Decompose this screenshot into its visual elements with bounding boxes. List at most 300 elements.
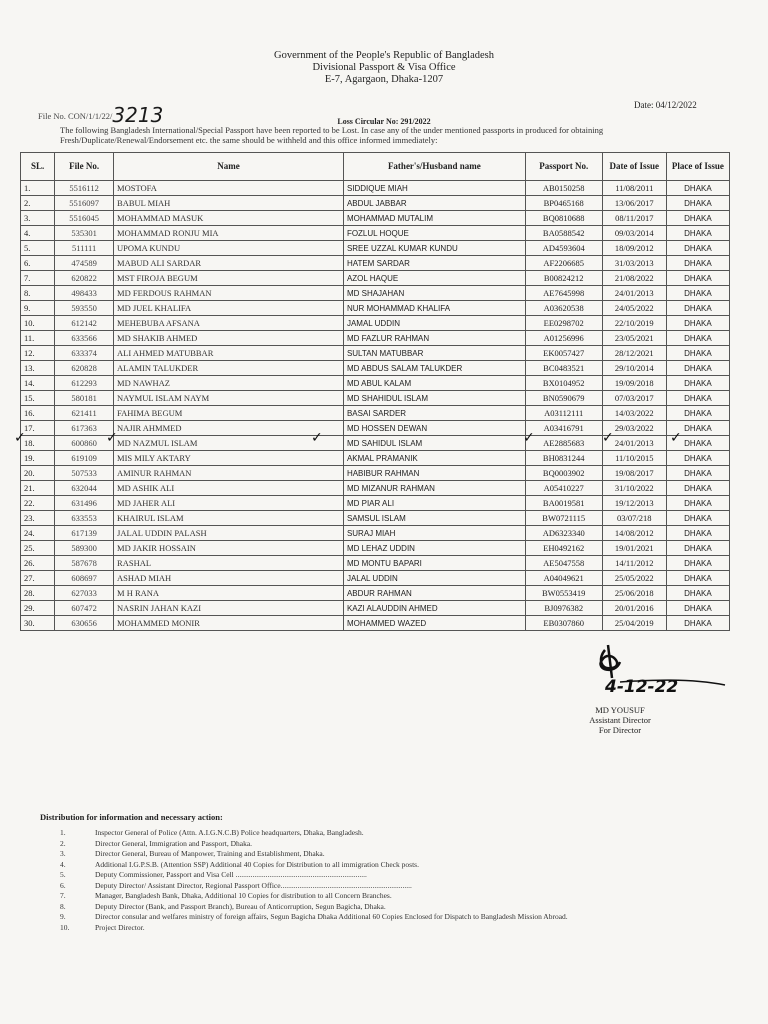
cell-name: MD JUEL KHALIFA <box>114 301 344 316</box>
table-row <box>21 481 730 496</box>
cell-passport: BQ0003902 <box>525 466 602 481</box>
cell-passport: A03416791 <box>525 421 602 436</box>
distribution-item-text: Additional I.G.P.S.B. (Attention SSP) Additional 40 Copies for Distribution to all immigration Check posts. <box>95 859 419 869</box>
cell-place: DHAKA <box>666 226 729 241</box>
cell-sl: 26. <box>21 556 55 571</box>
cell-sl: 10. <box>21 316 55 331</box>
cell-place: DHAKA <box>666 586 729 601</box>
cell-sl: 3. <box>21 211 55 226</box>
cell-place: DHAKA <box>666 331 729 346</box>
cell-passport: A05410227 <box>525 481 602 496</box>
cell-father: ABDUR RAHMAN <box>343 586 525 601</box>
distribution-item-text: Manager, Bangladesh Bank, Dhaka, Additional 10 Copies for distribution to all Concern Branches. <box>95 891 392 900</box>
cell-passport: A01256996 <box>525 331 602 346</box>
cell-father: AKMAL PRAMANIK <box>343 451 525 466</box>
lost-passport-table <box>20 152 730 631</box>
cell-passport: BW0553419 <box>525 586 602 601</box>
cell-file-no: 5516112 <box>55 181 114 196</box>
cell-file-no: 5516045 <box>55 211 114 226</box>
distribution-item <box>60 902 740 913</box>
cell-file-no: 474589 <box>55 256 114 271</box>
cell-name: MOHAMMED MONIR <box>114 616 344 631</box>
cell-file-no: 632044 <box>55 481 114 496</box>
cell-file-no: 633374 <box>55 346 114 361</box>
cell-sl: 19. <box>21 451 55 466</box>
distribution-item <box>60 849 740 860</box>
header-file-no: File No. <box>55 153 114 181</box>
cell-passport: BC0483521 <box>525 361 602 376</box>
cell-father: MD SHAHIDUL ISLAM <box>343 391 525 406</box>
cell-sl: 4. <box>21 226 55 241</box>
cell-file-no: 633566 <box>55 331 114 346</box>
table-row <box>21 241 730 256</box>
cell-sl: 28. <box>21 586 55 601</box>
cell-passport: A03112111 <box>525 406 602 421</box>
cell-name: RASHAL <box>114 556 344 571</box>
cell-name: MABUD ALI SARDAR <box>114 256 344 271</box>
cell-date: 08/11/2017 <box>602 211 666 226</box>
cell-passport: EE0298702 <box>525 316 602 331</box>
table-row <box>21 376 730 391</box>
header-father: Father's/Husband name <box>343 153 525 181</box>
cell-sl: 9. <box>21 301 55 316</box>
cell-name: ASHAD MIAH <box>114 571 344 586</box>
cell-date: 11/10/2015 <box>602 451 666 466</box>
document-date: Date: 04/12/2022 <box>634 100 697 110</box>
cell-name: MOHAMMAD RONJU MIA <box>114 226 344 241</box>
cell-father: HATEM SARDAR <box>343 256 525 271</box>
cell-father: MD ABUL KALAM <box>343 376 525 391</box>
cell-name: MOHAMMAD MASUK <box>114 211 344 226</box>
cell-name: NAYMUL ISLAM NAYM <box>114 391 344 406</box>
cell-passport: A03620538 <box>525 301 602 316</box>
table-row <box>21 286 730 301</box>
cell-date: 03/07/218 <box>602 511 666 526</box>
cell-sl: 2. <box>21 196 55 211</box>
cell-place: DHAKA <box>666 211 729 226</box>
cell-file-no: 621411 <box>55 406 114 421</box>
cell-date: 25/04/2019 <box>602 616 666 631</box>
header-name: Name <box>114 153 344 181</box>
cell-sl: 24. <box>21 526 55 541</box>
cell-place: DHAKA <box>666 241 729 256</box>
cell-father: HABIBUR RAHMAN <box>343 466 525 481</box>
cell-file-no: 627033 <box>55 586 114 601</box>
cell-passport: BW0721115 <box>525 511 602 526</box>
cell-file-no: 608697 <box>55 571 114 586</box>
signatory-subtitle: For Director <box>598 725 642 735</box>
cell-date: 14/11/2012 <box>602 556 666 571</box>
cell-date: 25/05/2022 <box>602 571 666 586</box>
signature-block <box>560 705 680 735</box>
distribution-item-number: 9. <box>60 912 66 921</box>
cell-file-no: 631496 <box>55 496 114 511</box>
table-row <box>21 616 730 631</box>
cell-date: 21/08/2022 <box>602 271 666 286</box>
cell-father: SIDDIQUE MIAH <box>343 181 525 196</box>
cell-father: SURAJ MIAH <box>343 526 525 541</box>
distribution-item <box>60 923 740 934</box>
cell-place: DHAKA <box>666 526 729 541</box>
cell-file-no: 607472 <box>55 601 114 616</box>
cell-date: 19/12/2013 <box>602 496 666 511</box>
cell-file-no: 620822 <box>55 271 114 286</box>
cell-place: DHAKA <box>666 511 729 526</box>
cell-father: MD HOSSEN DEWAN <box>343 421 525 436</box>
cell-sl: 14. <box>21 376 55 391</box>
distribution-list <box>60 828 740 933</box>
cell-file-no: 600860 <box>55 436 114 451</box>
cell-date: 22/10/2019 <box>602 316 666 331</box>
cell-passport: A04049621 <box>525 571 602 586</box>
cell-date: 11/08/2011 <box>602 181 666 196</box>
cell-place: DHAKA <box>666 376 729 391</box>
cell-name: MD FERDOUS RAHMAN <box>114 286 344 301</box>
cell-passport: AD6323340 <box>525 526 602 541</box>
cell-passport: BP0465168 <box>525 196 602 211</box>
cell-name: ALAMIN TALUKDER <box>114 361 344 376</box>
cell-name: MEHEBUBA AFSANA <box>114 316 344 331</box>
distribution-item <box>60 912 740 923</box>
cell-date: 18/09/2012 <box>602 241 666 256</box>
cell-date: 28/12/2021 <box>602 346 666 361</box>
cell-name: NAJIR AHMMED <box>114 421 344 436</box>
cell-name: MD NAZMUL ISLAM <box>114 436 344 451</box>
cell-passport: EB0307860 <box>525 616 602 631</box>
cell-passport: BJ0976382 <box>525 601 602 616</box>
cell-name: MD ASHIK ALI <box>114 481 344 496</box>
check-mark-icon: ✓ <box>602 430 614 446</box>
cell-name: BABUL MIAH <box>114 196 344 211</box>
cell-father: MD MONTU BAPARI <box>343 556 525 571</box>
distribution-item <box>60 891 740 902</box>
letterhead <box>0 50 768 86</box>
cell-name: MOSTOFA <box>114 181 344 196</box>
cell-passport: BX0104952 <box>525 376 602 391</box>
header-line-1: Government of the People's Republic of Bangladesh <box>273 50 494 61</box>
cell-passport: AE5047558 <box>525 556 602 571</box>
table-row <box>21 211 730 226</box>
cell-place: DHAKA <box>666 451 729 466</box>
check-mark-icon: ✓ <box>14 430 26 446</box>
cell-name: MD SHAKIB AHMED <box>114 331 344 346</box>
check-mark-icon: ✓ <box>106 430 118 446</box>
file-number-handwritten: 3213 <box>112 103 164 127</box>
cell-name: MD JAKIR HOSSAIN <box>114 541 344 556</box>
cell-sl: 21. <box>21 481 55 496</box>
header-place: Place of Issue <box>666 153 729 181</box>
cell-name: AMINUR RAHMAN <box>114 466 344 481</box>
signatory-name: MD YOUSUF <box>595 705 645 715</box>
cell-father: MD SHAJAHAN <box>343 286 525 301</box>
table-row <box>21 196 730 211</box>
table-row <box>21 436 730 451</box>
distribution-item-number: 2. <box>60 838 66 848</box>
cell-place: DHAKA <box>666 361 729 376</box>
cell-father: MD LEHAZ UDDIN <box>343 541 525 556</box>
cell-name: UPOMA KUNDU <box>114 241 344 256</box>
cell-passport: B00824212 <box>525 271 602 286</box>
cell-date: 19/08/2017 <box>602 466 666 481</box>
cell-file-no: 630656 <box>55 616 114 631</box>
cell-passport: AB0150258 <box>525 181 602 196</box>
check-mark-icon: ✓ <box>670 430 682 446</box>
cell-file-no: 580181 <box>55 391 114 406</box>
cell-place: DHAKA <box>666 271 729 286</box>
cell-date: 23/05/2021 <box>602 331 666 346</box>
cell-name: ALI AHMED MATUBBAR <box>114 346 344 361</box>
cell-file-no: 511111 <box>55 241 114 256</box>
cell-passport: EK0057427 <box>525 346 602 361</box>
cell-file-no: 619109 <box>55 451 114 466</box>
cell-date: 24/01/2013 <box>602 436 666 451</box>
table-row <box>21 346 730 361</box>
cell-sl: 1. <box>21 181 55 196</box>
cell-father: JALAL UDDIN <box>343 571 525 586</box>
cell-name: MD JAHER ALI <box>114 496 344 511</box>
cell-place: DHAKA <box>666 346 729 361</box>
cell-place: DHAKA <box>666 256 729 271</box>
circular-number: Loss Circular No: 291/2022 <box>337 117 431 126</box>
cell-sl: 13. <box>21 361 55 376</box>
cell-father: KAZI ALAUDDIN AHMED <box>343 601 525 616</box>
cell-file-no: 498433 <box>55 286 114 301</box>
table-row <box>21 586 730 601</box>
signature-date: 4-12-22 <box>605 677 679 697</box>
cell-place: DHAKA <box>666 556 729 571</box>
cell-file-no: 5516097 <box>55 196 114 211</box>
cell-passport: BA0019581 <box>525 496 602 511</box>
table-row <box>21 331 730 346</box>
check-mark-icon: ✓ <box>523 430 535 446</box>
cell-file-no: 633553 <box>55 511 114 526</box>
cell-date: 29/10/2014 <box>602 361 666 376</box>
cell-name: MD NAWHAZ <box>114 376 344 391</box>
table-row <box>21 316 730 331</box>
cell-file-no: 507533 <box>55 466 114 481</box>
cell-sl: 5. <box>21 241 55 256</box>
cell-passport: BH0831244 <box>525 451 602 466</box>
signatory-title: Assistant Director <box>589 715 651 725</box>
distribution-item-number: 4. <box>60 859 66 869</box>
cell-name: FAHIMA BEGUM <box>114 406 344 421</box>
cell-place: DHAKA <box>666 436 729 451</box>
cell-place: DHAKA <box>666 481 729 496</box>
cell-sl: 11. <box>21 331 55 346</box>
table-row <box>21 181 730 196</box>
cell-name: MST FIROJA BEGUM <box>114 271 344 286</box>
distribution-item-text: Director consular and welfares ministry of foreign affairs, Segun Bagicha Dhaka Additional 60 Copies Enclosed for Dispatch to Bangladesh Mission Abroad. <box>95 912 568 921</box>
distribution-item-number: 5. <box>60 870 66 879</box>
table-row <box>21 226 730 241</box>
cell-place: DHAKA <box>666 406 729 421</box>
distribution-title: Distribution for information and necessary action: <box>40 812 223 822</box>
cell-father: MOHAMMAD MUTALIM <box>343 211 525 226</box>
cell-father: FOZLUL HOQUE <box>343 226 525 241</box>
cell-date: 29/03/2022 <box>602 421 666 436</box>
cell-place: DHAKA <box>666 466 729 481</box>
cell-name: MIS MILY AKTARY <box>114 451 344 466</box>
distribution-item <box>60 860 740 871</box>
cell-sl: 20. <box>21 466 55 481</box>
cell-date: 24/01/2013 <box>602 286 666 301</box>
cell-date: 07/03/2017 <box>602 391 666 406</box>
cell-sl: 6. <box>21 256 55 271</box>
table-row <box>21 256 730 271</box>
table-row <box>21 601 730 616</box>
cell-father: MD ABDUS SALAM TALUKDER <box>343 361 525 376</box>
intro-paragraph: The following Bangladesh International/Special Passport have been reported to be Lost. In case any of the under mentioned passports in produced for obtaining Fresh/Duplicate/Renewal/Endorsement etc. the same should be withheld and this office informed immediately: <box>60 125 604 145</box>
table-row <box>21 571 730 586</box>
distribution-item <box>60 881 740 892</box>
cell-date: 14/08/2012 <box>602 526 666 541</box>
cell-sl: 8. <box>21 286 55 301</box>
cell-father: AZOL HAQUE <box>343 271 525 286</box>
table-row <box>21 361 730 376</box>
table-row <box>21 556 730 571</box>
cell-sl: 17. <box>21 421 55 436</box>
file-number-label: File No. CON/1/1/22/ <box>38 111 113 121</box>
check-mark-icon: ✓ <box>311 430 323 446</box>
cell-father: SULTAN MATUBBAR <box>343 346 525 361</box>
cell-father: SREE UZZAL KUMAR KUNDU <box>343 241 525 256</box>
table-row <box>21 421 730 436</box>
distribution-item-number: 8. <box>60 901 66 911</box>
cell-sl: 23. <box>21 511 55 526</box>
cell-father: NUR MOHAMMAD KHALIFA <box>343 301 525 316</box>
header-sl: SL. <box>21 153 55 181</box>
cell-name: JALAL UDDIN PALASH <box>114 526 344 541</box>
table-row <box>21 511 730 526</box>
cell-file-no: 593550 <box>55 301 114 316</box>
cell-sl: 29. <box>21 601 55 616</box>
distribution-item <box>60 828 740 839</box>
cell-father: MD PIAR ALI <box>343 496 525 511</box>
cell-date: 19/09/2018 <box>602 376 666 391</box>
cell-file-no: 587678 <box>55 556 114 571</box>
table-row <box>21 391 730 406</box>
table-row <box>21 496 730 511</box>
cell-file-no: 589300 <box>55 541 114 556</box>
distribution-item-text: Director General, Immigration and Passport, Dhaka. <box>95 838 253 848</box>
cell-passport: AF2206685 <box>525 256 602 271</box>
cell-passport: BQ0810688 <box>525 211 602 226</box>
distribution-item-text: Deputy Commissioner, Passport and Visa Cell ...................................................................... <box>95 870 367 879</box>
distribution-item <box>60 870 740 881</box>
distribution-item-text: Deputy Director/ Assistant Director, Regional Passport Office...................................................................... <box>95 880 412 890</box>
cell-sl: 12. <box>21 346 55 361</box>
cell-date: 14/03/2022 <box>602 406 666 421</box>
cell-sl: 25. <box>21 541 55 556</box>
cell-place: DHAKA <box>666 196 729 211</box>
cell-file-no: 612293 <box>55 376 114 391</box>
table-row <box>21 451 730 466</box>
cell-sl: 22. <box>21 496 55 511</box>
cell-father: MD SAHIDUL ISLAM <box>343 436 525 451</box>
cell-passport: BN0590679 <box>525 391 602 406</box>
cell-place: DHAKA <box>666 571 729 586</box>
distribution-item <box>60 839 740 850</box>
distribution-item-text: Project Director. <box>95 922 145 932</box>
cell-father: MD FAZLUR RAHMAN <box>343 331 525 346</box>
cell-passport: AD4593604 <box>525 241 602 256</box>
distribution-item-number: 7. <box>60 891 66 900</box>
signature-icon <box>590 640 730 700</box>
distribution-item-number: 3. <box>60 849 66 858</box>
cell-place: DHAKA <box>666 496 729 511</box>
header-passport: Passport No. <box>525 153 602 181</box>
cell-date: 09/03/2014 <box>602 226 666 241</box>
distribution-item-number: 10. <box>60 922 70 932</box>
cell-file-no: 617363 <box>55 421 114 436</box>
cell-passport: EH0492162 <box>525 541 602 556</box>
cell-place: DHAKA <box>666 181 729 196</box>
cell-name: KHAIRUL ISLAM <box>114 511 344 526</box>
distribution-item-number: 6. <box>60 880 66 890</box>
cell-file-no: 617139 <box>55 526 114 541</box>
cell-father: BASAI SARDER <box>343 406 525 421</box>
cell-date: 20/01/2016 <box>602 601 666 616</box>
cell-sl: 16. <box>21 406 55 421</box>
cell-sl: 30. <box>21 616 55 631</box>
cell-sl: 18. <box>21 436 55 451</box>
cell-father: JAMAL UDDIN <box>343 316 525 331</box>
cell-date: 25/06/2018 <box>602 586 666 601</box>
cell-father: MOHAMMED WAZED <box>343 616 525 631</box>
cell-place: DHAKA <box>666 616 729 631</box>
cell-father: ABDUL JABBAR <box>343 196 525 211</box>
cell-sl: 27. <box>21 571 55 586</box>
table-row <box>21 526 730 541</box>
header-line-3: E-7, Agargaon, Dhaka-1207 <box>324 74 444 85</box>
cell-file-no: 612142 <box>55 316 114 331</box>
distribution-item-text: Inspector General of Police (Attn. A.I.G.N.C.B) Police headquarters, Dhaka, Bangladesh. <box>95 828 364 837</box>
cell-date: 13/06/2017 <box>602 196 666 211</box>
cell-place: DHAKA <box>666 421 729 436</box>
cell-place: DHAKA <box>666 316 729 331</box>
cell-father: MD MIZANUR RAHMAN <box>343 481 525 496</box>
cell-place: DHAKA <box>666 391 729 406</box>
cell-place: DHAKA <box>666 541 729 556</box>
table-row <box>21 406 730 421</box>
distribution-item-text: Director General, Bureau of Manpower, Training and Establishment, Dhaka. <box>95 849 325 858</box>
cell-place: DHAKA <box>666 601 729 616</box>
cell-date: 24/05/2022 <box>602 301 666 316</box>
cell-sl: 15. <box>21 391 55 406</box>
cell-name: M H RANA <box>114 586 344 601</box>
header-date: Date of Issue <box>602 153 666 181</box>
cell-file-no: 535301 <box>55 226 114 241</box>
cell-passport: AE2885683 <box>525 436 602 451</box>
table-header-row <box>21 153 730 181</box>
cell-place: DHAKA <box>666 301 729 316</box>
cell-place: DHAKA <box>666 286 729 301</box>
cell-name: NASRIN JAHAN KAZI <box>114 601 344 616</box>
cell-passport: AE7645998 <box>525 286 602 301</box>
table-row <box>21 271 730 286</box>
cell-file-no: 620828 <box>55 361 114 376</box>
table-row <box>21 466 730 481</box>
cell-passport: BA0588542 <box>525 226 602 241</box>
table-row <box>21 541 730 556</box>
distribution-item-number: 1. <box>60 828 66 837</box>
cell-date: 31/10/2022 <box>602 481 666 496</box>
table-row <box>21 301 730 316</box>
cell-father: SAMSUL ISLAM <box>343 511 525 526</box>
cell-date: 19/01/2021 <box>602 541 666 556</box>
cell-sl: 7. <box>21 271 55 286</box>
header-line-2: Divisional Passport & Visa Office <box>312 62 456 73</box>
